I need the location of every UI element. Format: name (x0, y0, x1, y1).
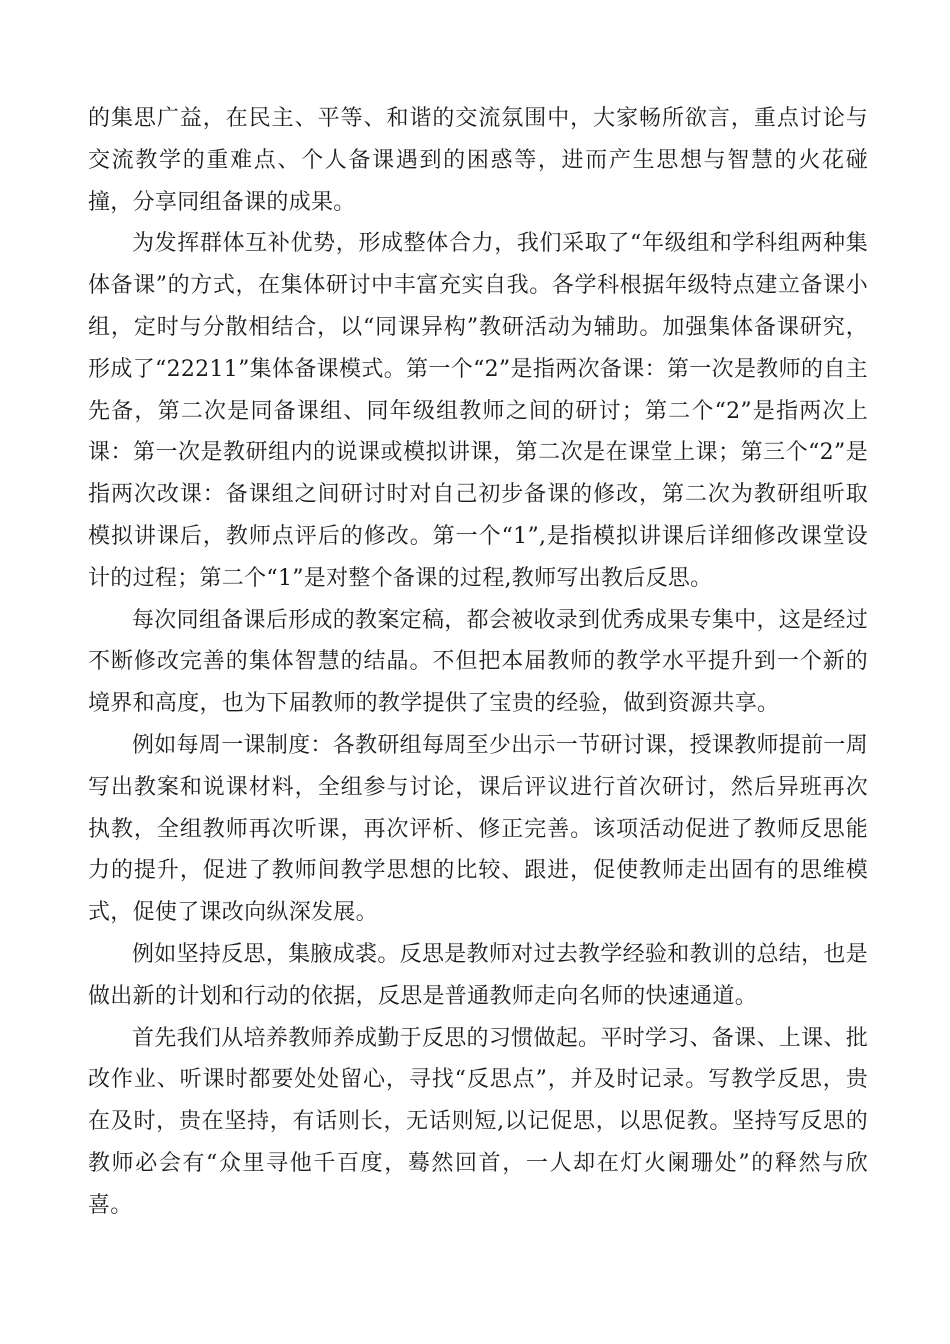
paragraph-reflection-habit: 首先我们从培养教师养成勤于反思的习惯做起。平时学习、备课、上课、批改作业、听课时都要处处留心，寻找“反思点”，并及时记录。写教学反思，贵在及时，贵在坚持，有话则长，无话则短,以记促思，以思促教。坚持写反思的教师必会有“众里寻他千百度，蓦然回首，一人却在灯火阑珊处”的释然与欣喜。 (88, 1025, 868, 1218)
paragraph-reflection: 例如坚持反思，集腋成裘。反思是教师对过去教学经验和教训的总结，也是做出新的计划和行动的依据，反思是普通教师走向名师的快速通道。 (88, 941, 868, 1009)
paragraph-continuation: 的集思广益，在民主、平等、和谐的交流氛围中，大家畅所欲言，重点讨论与交流教学的重难点、个人备课遇到的困惑等，进而产生思想与智慧的火花碰撞，分享同组备课的成果。 (88, 106, 868, 215)
paragraph-weekly-lesson: 例如每周一课制度：各教研组每周至少出示一节研讨课，授课教师提前一周写出教案和说课材料，全组参与讨论，课后评议进行首次研讨，然后异班再次执教，全组教师再次听课，再次评析、修正完善。该项活动促进了教师反思能力的提升，促进了教师间教学思想的比较、跟进，促使教师走出固有的思维模式，促使了课改向纵深发展。 (88, 732, 868, 926)
document-body (88, 98, 868, 1227)
paragraph-group-lesson-model: 为发挥群体互补优势，形成整体合力，我们采取了“年级组和学科组两种集体备课”的方式，在集体研讨中丰富充实自我。各学科根据年级特点建立备课小组，定时与分散相结合，以“同课异构”教研活动为辅助。加强集体备课研究，形成了“22211”集体备课模式。第一个“2”是指两次备课：第一次是教师的自主先备，第二次是同备课组、同年级组教师之间的研讨；第二个“2”是指两次上课：第一次是教研组内的说课或模拟讲课，第二次是在课堂上课；第三个“2”是指两次改课：备课组之间研讨时对自己初步备课的修改，第二次为教研组听取模拟讲课后，教师点评后的修改。第一个“1”,是指模拟讲课后详细修改课堂设计的过程；第二个“1”是对整个备课的过程,教师写出教后反思。 (88, 231, 868, 591)
paragraph-lesson-plan-collection: 每次同组备课后形成的教案定稿，都会被收录到优秀成果专集中，这是经过不断修改完善的集体智慧的结晶。不但把本届教师的教学水平提升到一个新的境界和高度，也为下届教师的教学提供了宝贵的经验，做到资源共享。 (88, 607, 868, 717)
